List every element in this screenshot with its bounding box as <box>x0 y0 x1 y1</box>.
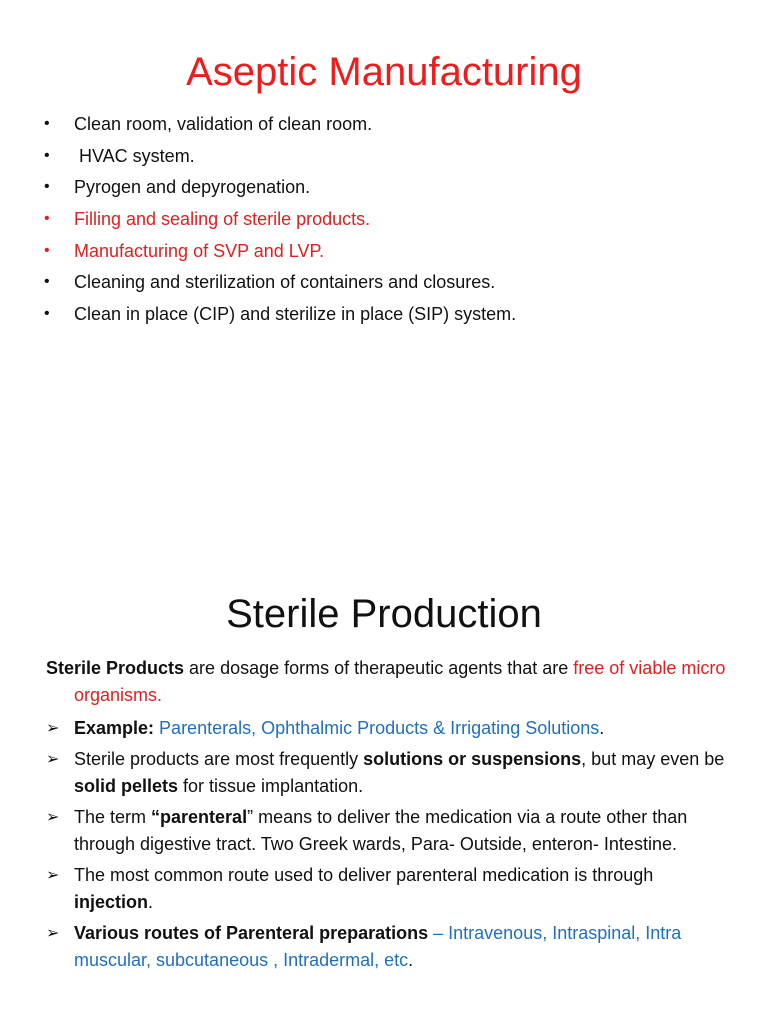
slide-title: Aseptic Manufacturing <box>186 50 582 94</box>
list-item <box>46 862 726 916</box>
list-item-text: ” means to deliver the medication via a route other than through digestive tract. Two Greek wards, Para- Outside, enteron- Intestine. <box>74 807 688 854</box>
list-item-text: Clean in place (CIP) and sterilize in place (SIP) system. <box>74 304 517 325</box>
list-item-text: . <box>148 892 154 912</box>
list-item-blue-text: – Intravenous, Intraspinal, Intra muscular, subcutaneous , Intradermal, etc <box>74 923 682 970</box>
list-item-bold: solid pellets <box>74 776 179 796</box>
intro-text: are dosage forms of therapeutic agents that are <box>184 658 574 678</box>
arrow-bullet-icon: ➢ <box>46 751 60 768</box>
list-item-text: Manufacturing of SVP and LVP. <box>74 240 325 261</box>
list-item-text: Filling and sealing of sterile products. <box>74 209 371 230</box>
list-item-text: for tissue implantation. <box>178 776 364 796</box>
list-item <box>46 920 726 974</box>
list-item <box>44 271 744 303</box>
list-item-text: Sterile products are most frequently <box>74 749 364 769</box>
arrow-bullet-icon: ➢ <box>46 867 60 884</box>
list-item <box>46 746 726 800</box>
bullet-icon: • <box>44 241 50 259</box>
bullet-icon: • <box>44 115 50 132</box>
example-blue-text: Parenterals, Ophthalmic Products & Irrigating Solutions <box>159 718 600 738</box>
slide-sterile-production <box>0 512 768 1024</box>
list-item-text: HVAC system. <box>74 145 195 166</box>
list-item <box>46 804 726 858</box>
intro-paragraph <box>46 655 726 709</box>
list-item-text: Cleaning and sterilization of containers and closures. <box>74 272 496 293</box>
bullet-icon: • <box>44 210 50 228</box>
list-item-bold: injection <box>74 892 149 912</box>
list-item <box>46 715 726 742</box>
bullet-icon: • <box>44 178 50 196</box>
list-item-text: , but may even be <box>581 749 725 769</box>
list-item-text: Clean room, validation of clean room. <box>74 114 373 134</box>
bullet-list <box>44 113 744 335</box>
list-item <box>44 113 744 145</box>
example-bold: Example: <box>74 718 160 738</box>
list-item <box>44 240 744 272</box>
example-end: . <box>599 718 605 738</box>
list-item <box>44 145 744 177</box>
slide-body <box>46 655 726 978</box>
arrow-bullet-icon: ➢ <box>46 925 60 942</box>
bullet-icon: • <box>44 273 50 291</box>
bullet-icon: • <box>44 305 50 323</box>
list-item-bold: Various routes of Parenteral preparations <box>74 923 429 943</box>
list-item <box>44 208 744 240</box>
list-item <box>44 176 744 208</box>
arrow-bullet-icon: ➢ <box>46 720 60 737</box>
bullet-icon: • <box>44 146 50 164</box>
slide-title: Sterile Production <box>226 592 542 636</box>
list-item-text: The term <box>74 807 152 827</box>
list-item-text: . <box>408 950 414 970</box>
intro-bold: Sterile Products <box>46 658 185 678</box>
arrow-bullet-icon: ➢ <box>46 809 60 826</box>
list-item-text: Pyrogen and depyrogenation. <box>74 177 311 198</box>
list-item-bold: “parenteral <box>151 807 248 827</box>
list-item-bold: solutions or suspensions <box>363 749 582 769</box>
intro-red-text: free of viable micro organisms. <box>74 658 726 705</box>
list-item <box>44 303 744 335</box>
list-item-text: The most common route used to deliver parenteral medication is through <box>74 865 654 885</box>
